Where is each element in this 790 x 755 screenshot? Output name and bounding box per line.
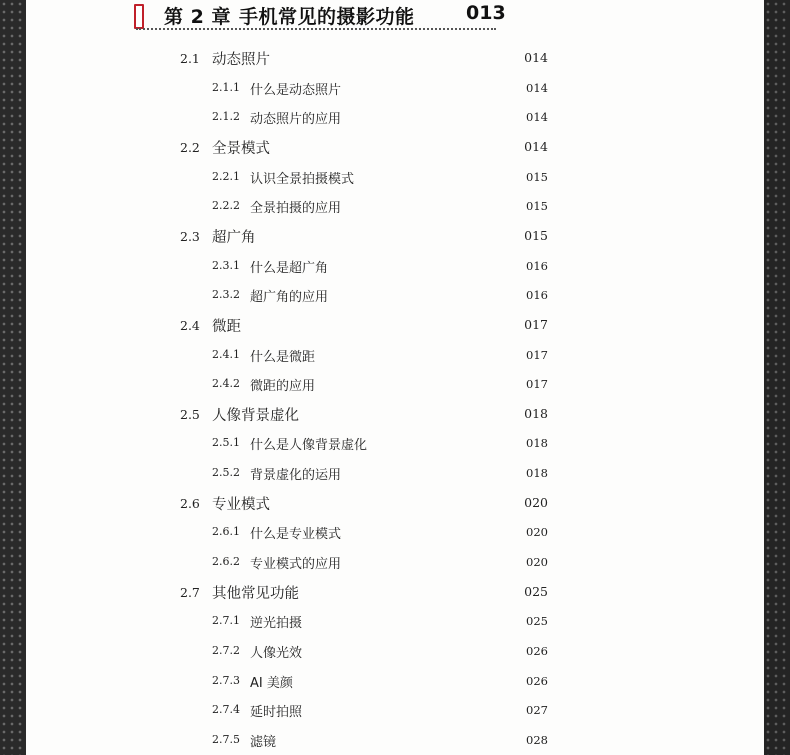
toc-entry-number: 2.1 <box>180 51 200 66</box>
toc-subsection-row <box>26 669 764 693</box>
toc-entry-page: 017 <box>526 347 548 362</box>
toc-entry-number: 2.7.1 <box>212 614 240 628</box>
toc-section-row <box>26 402 764 426</box>
toc-entry-number: 2.3.1 <box>212 258 240 272</box>
toc-entry-number: 2.5 <box>180 406 200 422</box>
toc-entry-page: 020 <box>526 555 548 570</box>
toc-entry-number: 2.4 <box>180 317 200 333</box>
toc-entry-title: 逆光拍摄 <box>250 616 303 632</box>
toc-entry-page: 026 <box>526 644 548 658</box>
toc-subsection-row <box>26 105 764 129</box>
toc-entry-number: 2.5.2 <box>212 466 240 480</box>
toc-section-row <box>26 580 764 604</box>
toc-entry-number: 2.2 <box>180 139 200 155</box>
toc-entry-page: 018 <box>526 466 548 481</box>
toc-subsection-row <box>26 254 764 278</box>
toc-entry-number: 2.3.2 <box>212 288 240 302</box>
toc-entry-title: 人像背景虚化 <box>212 407 299 424</box>
toc-subsection-row <box>26 165 764 189</box>
toc-subsection-row <box>26 283 764 307</box>
toc-entry-number: 2.6 <box>180 495 200 511</box>
toc-entry-title: 专业模式 <box>212 496 270 513</box>
toc-entry-title: 超广角的应用 <box>250 290 329 306</box>
toc-entry-number: 2.2.1 <box>212 169 240 183</box>
toc-entry-page: 015 <box>526 169 548 184</box>
toc-entry-page: 018 <box>526 436 548 451</box>
toc-entry-title: 超广角 <box>212 229 256 246</box>
toc-entry-title: 其他常见功能 <box>212 585 299 602</box>
toc-entry-number: 2.5.1 <box>212 436 240 450</box>
toc-entry-number: 2.1.2 <box>212 110 240 124</box>
toc-entry-page: 014 <box>526 110 548 125</box>
toc-entry-title: 滤镜 <box>250 734 277 750</box>
chapter-title: 手机常见的摄影功能 <box>238 6 415 28</box>
toc-subsection-row <box>26 372 764 396</box>
toc-entry-page: 014 <box>526 80 548 95</box>
toc-entry-page: 016 <box>526 258 548 273</box>
toc-entry-title: 认识全景拍摄模式 <box>250 171 355 187</box>
chapter-label: 第 2 章 <box>164 6 231 28</box>
toc-entry-title: 什么是动态照片 <box>250 82 342 98</box>
toc-entry-page: 018 <box>524 405 548 421</box>
toc-section-row <box>26 46 764 70</box>
toc-entry-title: 全景拍摄的应用 <box>250 201 342 217</box>
toc-entry-number: 2.7.2 <box>212 644 240 657</box>
toc-entry-page: 020 <box>526 525 548 540</box>
toc-section-row <box>26 313 764 337</box>
toc-entry-title: 微距 <box>212 318 241 335</box>
toc-entry-page: 015 <box>524 227 548 243</box>
toc-entry-number: 2.7.4 <box>212 703 240 717</box>
toc-entry-title: 什么是微距 <box>250 349 316 365</box>
toc-entry-title: 全景模式 <box>212 140 270 157</box>
toc-subsection-row <box>26 194 764 218</box>
toc-entry-page: 025 <box>526 614 548 629</box>
toc-entry-title: 背景虚化的运用 <box>250 468 342 484</box>
toc-entry-title: 什么是人像背景虚化 <box>250 438 368 454</box>
toc-section-row <box>26 491 764 515</box>
toc-entry-page: 017 <box>526 377 548 392</box>
toc-subsection-row <box>26 728 764 752</box>
toc-entry-number: 2.6.1 <box>212 525 240 539</box>
toc-entry-number: 2.7.5 <box>212 732 240 746</box>
toc-entry-title: AI 美颜 <box>250 675 293 691</box>
toc-entry-page: 016 <box>526 288 548 303</box>
toc-entry-number: 2.4.1 <box>212 347 240 361</box>
chapter-dotted-rule <box>136 28 496 30</box>
toc-entry-number: 2.7 <box>180 584 200 600</box>
right-binder-edge <box>764 0 790 755</box>
toc-entry-page: 017 <box>524 316 548 332</box>
toc-subsection-row <box>26 520 764 544</box>
toc-subsection-row <box>26 550 764 574</box>
toc-entry-title: 人像光效 <box>250 646 303 661</box>
toc-subsection-row <box>26 76 764 100</box>
toc-entry-title: 延时拍照 <box>250 705 303 721</box>
toc-entry-number: 2.4.2 <box>212 377 240 391</box>
toc-subsection-row <box>26 609 764 633</box>
toc-page <box>26 0 764 755</box>
toc-entry-title: 动态照片的应用 <box>250 112 342 128</box>
toc-entry-title: 微距的应用 <box>250 379 316 395</box>
toc-subsection-row <box>26 698 764 722</box>
toc-subsection-row <box>26 639 764 663</box>
toc-entry-page: 025 <box>524 583 548 599</box>
toc-section-row <box>26 135 764 159</box>
toc-entry-title: 什么是超广角 <box>250 260 329 276</box>
chapter-page-number: 013 <box>466 2 506 24</box>
toc-subsection-row <box>26 461 764 485</box>
toc-entry-title: 专业模式的应用 <box>250 557 342 573</box>
toc-entry-title: 动态照片 <box>212 52 270 68</box>
toc-entry-page: 027 <box>526 703 548 718</box>
toc-entry-number: 2.3 <box>180 228 200 244</box>
toc-entry-page: 026 <box>526 673 548 688</box>
toc-subsection-row <box>26 343 764 367</box>
toc-section-row <box>26 224 764 248</box>
toc-entry-page: 014 <box>524 138 548 154</box>
toc-entry-number: 2.1.1 <box>212 80 240 94</box>
chapter-marker-icon <box>134 4 144 29</box>
toc-entry-page: 014 <box>524 50 548 65</box>
left-binder-edge <box>0 0 26 755</box>
chapter-heading <box>164 2 414 29</box>
toc-entry-number: 2.2.2 <box>212 199 240 213</box>
toc-entry-page: 015 <box>526 199 548 214</box>
toc-entry-title: 什么是专业模式 <box>250 527 342 543</box>
toc-entry-page: 020 <box>524 494 548 510</box>
toc-subsection-row <box>26 431 764 455</box>
toc-entry-number: 2.7.3 <box>212 673 240 687</box>
toc-entry-page: 028 <box>526 732 548 747</box>
toc-entry-number: 2.6.2 <box>212 555 240 569</box>
